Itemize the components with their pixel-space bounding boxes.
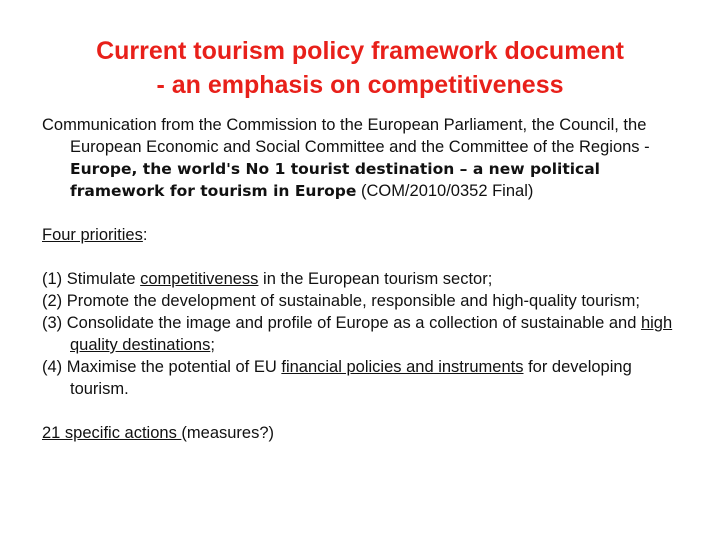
communication-doc-title: Europe, the world's No 1 tourist destination – a new political framework for tourism in Europe: [70, 160, 600, 200]
priority-item-1: [42, 268, 682, 290]
priority-text: Consolidate the image and profile of Europe as a collection of sustainable and: [66, 314, 641, 332]
communication-paragraph: [42, 114, 682, 202]
priority-item-3: [42, 312, 682, 356]
priority-text-after: for developing tourism.: [70, 358, 632, 398]
priority-text: Promote the development of sustainable, responsible and high-quality tourism;: [66, 292, 640, 310]
specific-actions-label: 21 specific actions: [42, 424, 182, 442]
specific-actions: [42, 422, 682, 444]
priorities-heading: [42, 224, 682, 246]
priority-number: (3): [42, 314, 67, 332]
priority-number: (2): [42, 292, 67, 310]
slide-body: [42, 114, 682, 444]
priority-text: Stimulate: [66, 270, 141, 288]
communication-reference: (COM/2010/0352 Final): [356, 182, 534, 200]
priorities-heading-label: Four priorities: [42, 226, 143, 244]
priority-text: Maximise the potential of EU: [66, 358, 282, 376]
specific-actions-suffix: (measures?): [181, 424, 275, 442]
priority-text-after: ;: [210, 336, 215, 354]
priority-text-after: in the European tourism sector;: [258, 270, 493, 288]
title-line-2: - an emphasis on competitiveness: [156, 71, 564, 99]
priorities-heading-suffix: :: [142, 226, 148, 244]
priority-number: (4): [42, 358, 67, 376]
priority-item-4: [42, 356, 682, 400]
priority-number: (1): [42, 270, 67, 288]
priority-item-2: [42, 290, 682, 312]
priority-link: high quality destinations: [70, 314, 673, 354]
slide-title: [40, 34, 680, 102]
title-line-1: Current tourism policy framework document: [96, 37, 624, 65]
priority-link: competitiveness: [140, 270, 259, 288]
priority-link: financial policies and instruments: [281, 358, 524, 376]
communication-intro: Communication from the Commission to the European Parliament, the Council, the European Economic and Social Committee and the Committee of the Regions -: [42, 116, 650, 156]
